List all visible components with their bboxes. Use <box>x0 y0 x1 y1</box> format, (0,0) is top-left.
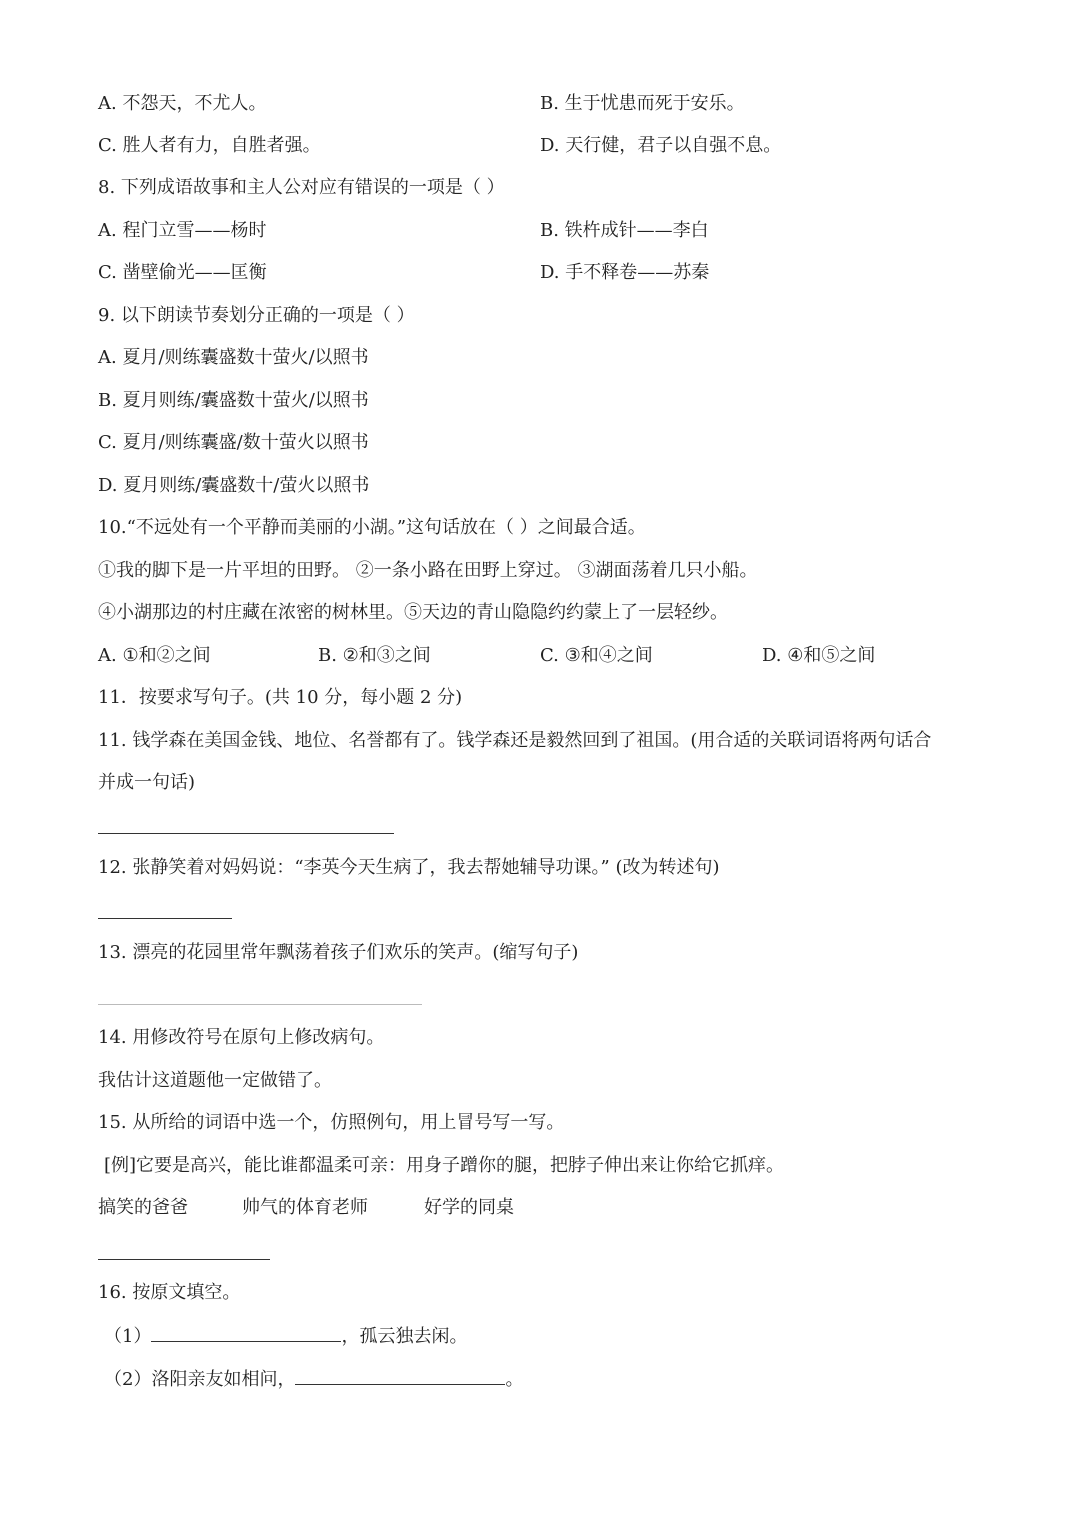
q8-option-d: D. 手不释卷——苏秦 <box>540 262 710 283</box>
q9-option-b: B. 夏月则练/囊盛数十萤火/以照书 <box>98 390 369 411</box>
q14-sentence[interactable]: 我估计这道题他一定做错了。 <box>98 1070 332 1091</box>
q15-word-3: 好学的同桌 <box>424 1197 514 1218</box>
q16-item-1 <box>104 1323 467 1349</box>
q8-stem: 8. 下列成语故事和主人公对应有错误的一项是（ ） <box>98 177 505 198</box>
q10-option-a: A. ①和②之间 <box>98 645 211 666</box>
q16-item-1-text: ，孤云独去闲。 <box>341 1326 468 1347</box>
q10-option-b: B. ②和③之间 <box>318 645 431 666</box>
q16-stem: 16. 按原文填空。 <box>98 1282 241 1303</box>
q7-option-a: A. 不怨天，不尤人。 <box>98 93 267 114</box>
q9-option-c: C. 夏月/则练囊盛/数十萤火以照书 <box>98 432 369 453</box>
q9-stem: 9. 以下朗读节奏划分正确的一项是（ ） <box>98 305 415 326</box>
q8-option-c: C. 凿壁偷光——匡衡 <box>98 262 267 283</box>
q16-item-2-text: （2）洛阳亲友如相问， <box>104 1369 296 1390</box>
q7-option-b: B. 生于忧患而死于安乐。 <box>540 93 745 114</box>
q11-stem-line-2: 并成一句话) <box>98 772 196 793</box>
q10-sentences-line-1: ①我的脚下是一片平坦的田野。 ②一条小路在田野上穿过。 ③湖面荡着几只小船。 <box>98 560 758 581</box>
q7-option-d: D. 天行健，君子以自强不息。 <box>540 135 782 156</box>
q15-answer-line[interactable] <box>98 1259 270 1260</box>
q16-item-2 <box>104 1366 523 1392</box>
q12-stem: 12. 张静笑着对妈妈说：“李英今天生病了，我去帮她辅导功课。” (改为转述句) <box>98 857 720 878</box>
q15-example: [例]它要是高兴，能比谁都温柔可亲：用身子蹭你的腿，把脖子伸出来让你给它抓痒。 <box>104 1155 785 1176</box>
q8-option-b: B. 铁杵成针——李白 <box>540 220 709 241</box>
section-heading: 11．按要求写句子。(共 10 分，每小题 2 分) <box>98 687 463 708</box>
q16-item-1-blank[interactable] <box>151 1323 341 1342</box>
q10-sentences-line-2: ④小湖那边的村庄藏在浓密的树林里。⑤天边的青山隐隐约约蒙上了一层轻纱。 <box>98 602 728 623</box>
q10-option-c: C. ③和④之间 <box>540 645 653 666</box>
q13-stem: 13. 漂亮的花园里常年飘荡着孩子们欢乐的笑声。(缩写句子) <box>98 942 579 963</box>
q10-stem: 10.“不远处有一个平静而美丽的小湖。”这句话放在（ ）之间最合适。 <box>98 517 646 538</box>
q13-answer-line[interactable] <box>98 1004 422 1005</box>
q16-item-2-end: 。 <box>505 1369 524 1390</box>
q12-answer-line[interactable] <box>98 918 232 919</box>
q14-stem: 14. 用修改符号在原句上修改病句。 <box>98 1027 385 1048</box>
q15-word-2: 帅气的体育老师 <box>242 1197 368 1218</box>
q10-option-d: D. ④和⑤之间 <box>762 645 876 666</box>
q16-item-1-number: （1） <box>104 1326 152 1347</box>
q7-option-c: C. 胜人者有力，自胜者强。 <box>98 135 321 156</box>
q11-stem-line-1: 11. 钱学森在美国金钱、地位、名誉都有了。钱学森还是毅然回到了祖国。(用合适的关联词语将两句话合 <box>98 730 932 751</box>
q15-word-1: 搞笑的爸爸 <box>98 1197 188 1218</box>
q9-option-a: A. 夏月/则练囊盛数十萤火/以照书 <box>98 347 369 368</box>
q11-answer-line[interactable] <box>98 833 394 834</box>
q9-option-d: D. 夏月则练/囊盛数十/萤火以照书 <box>98 475 370 496</box>
q16-item-2-blank[interactable] <box>295 1366 505 1385</box>
q8-option-a: A. 程门立雪——杨时 <box>98 220 267 241</box>
q15-stem: 15. 从所给的词语中选一个，仿照例句，用上冒号写一写。 <box>98 1112 565 1133</box>
